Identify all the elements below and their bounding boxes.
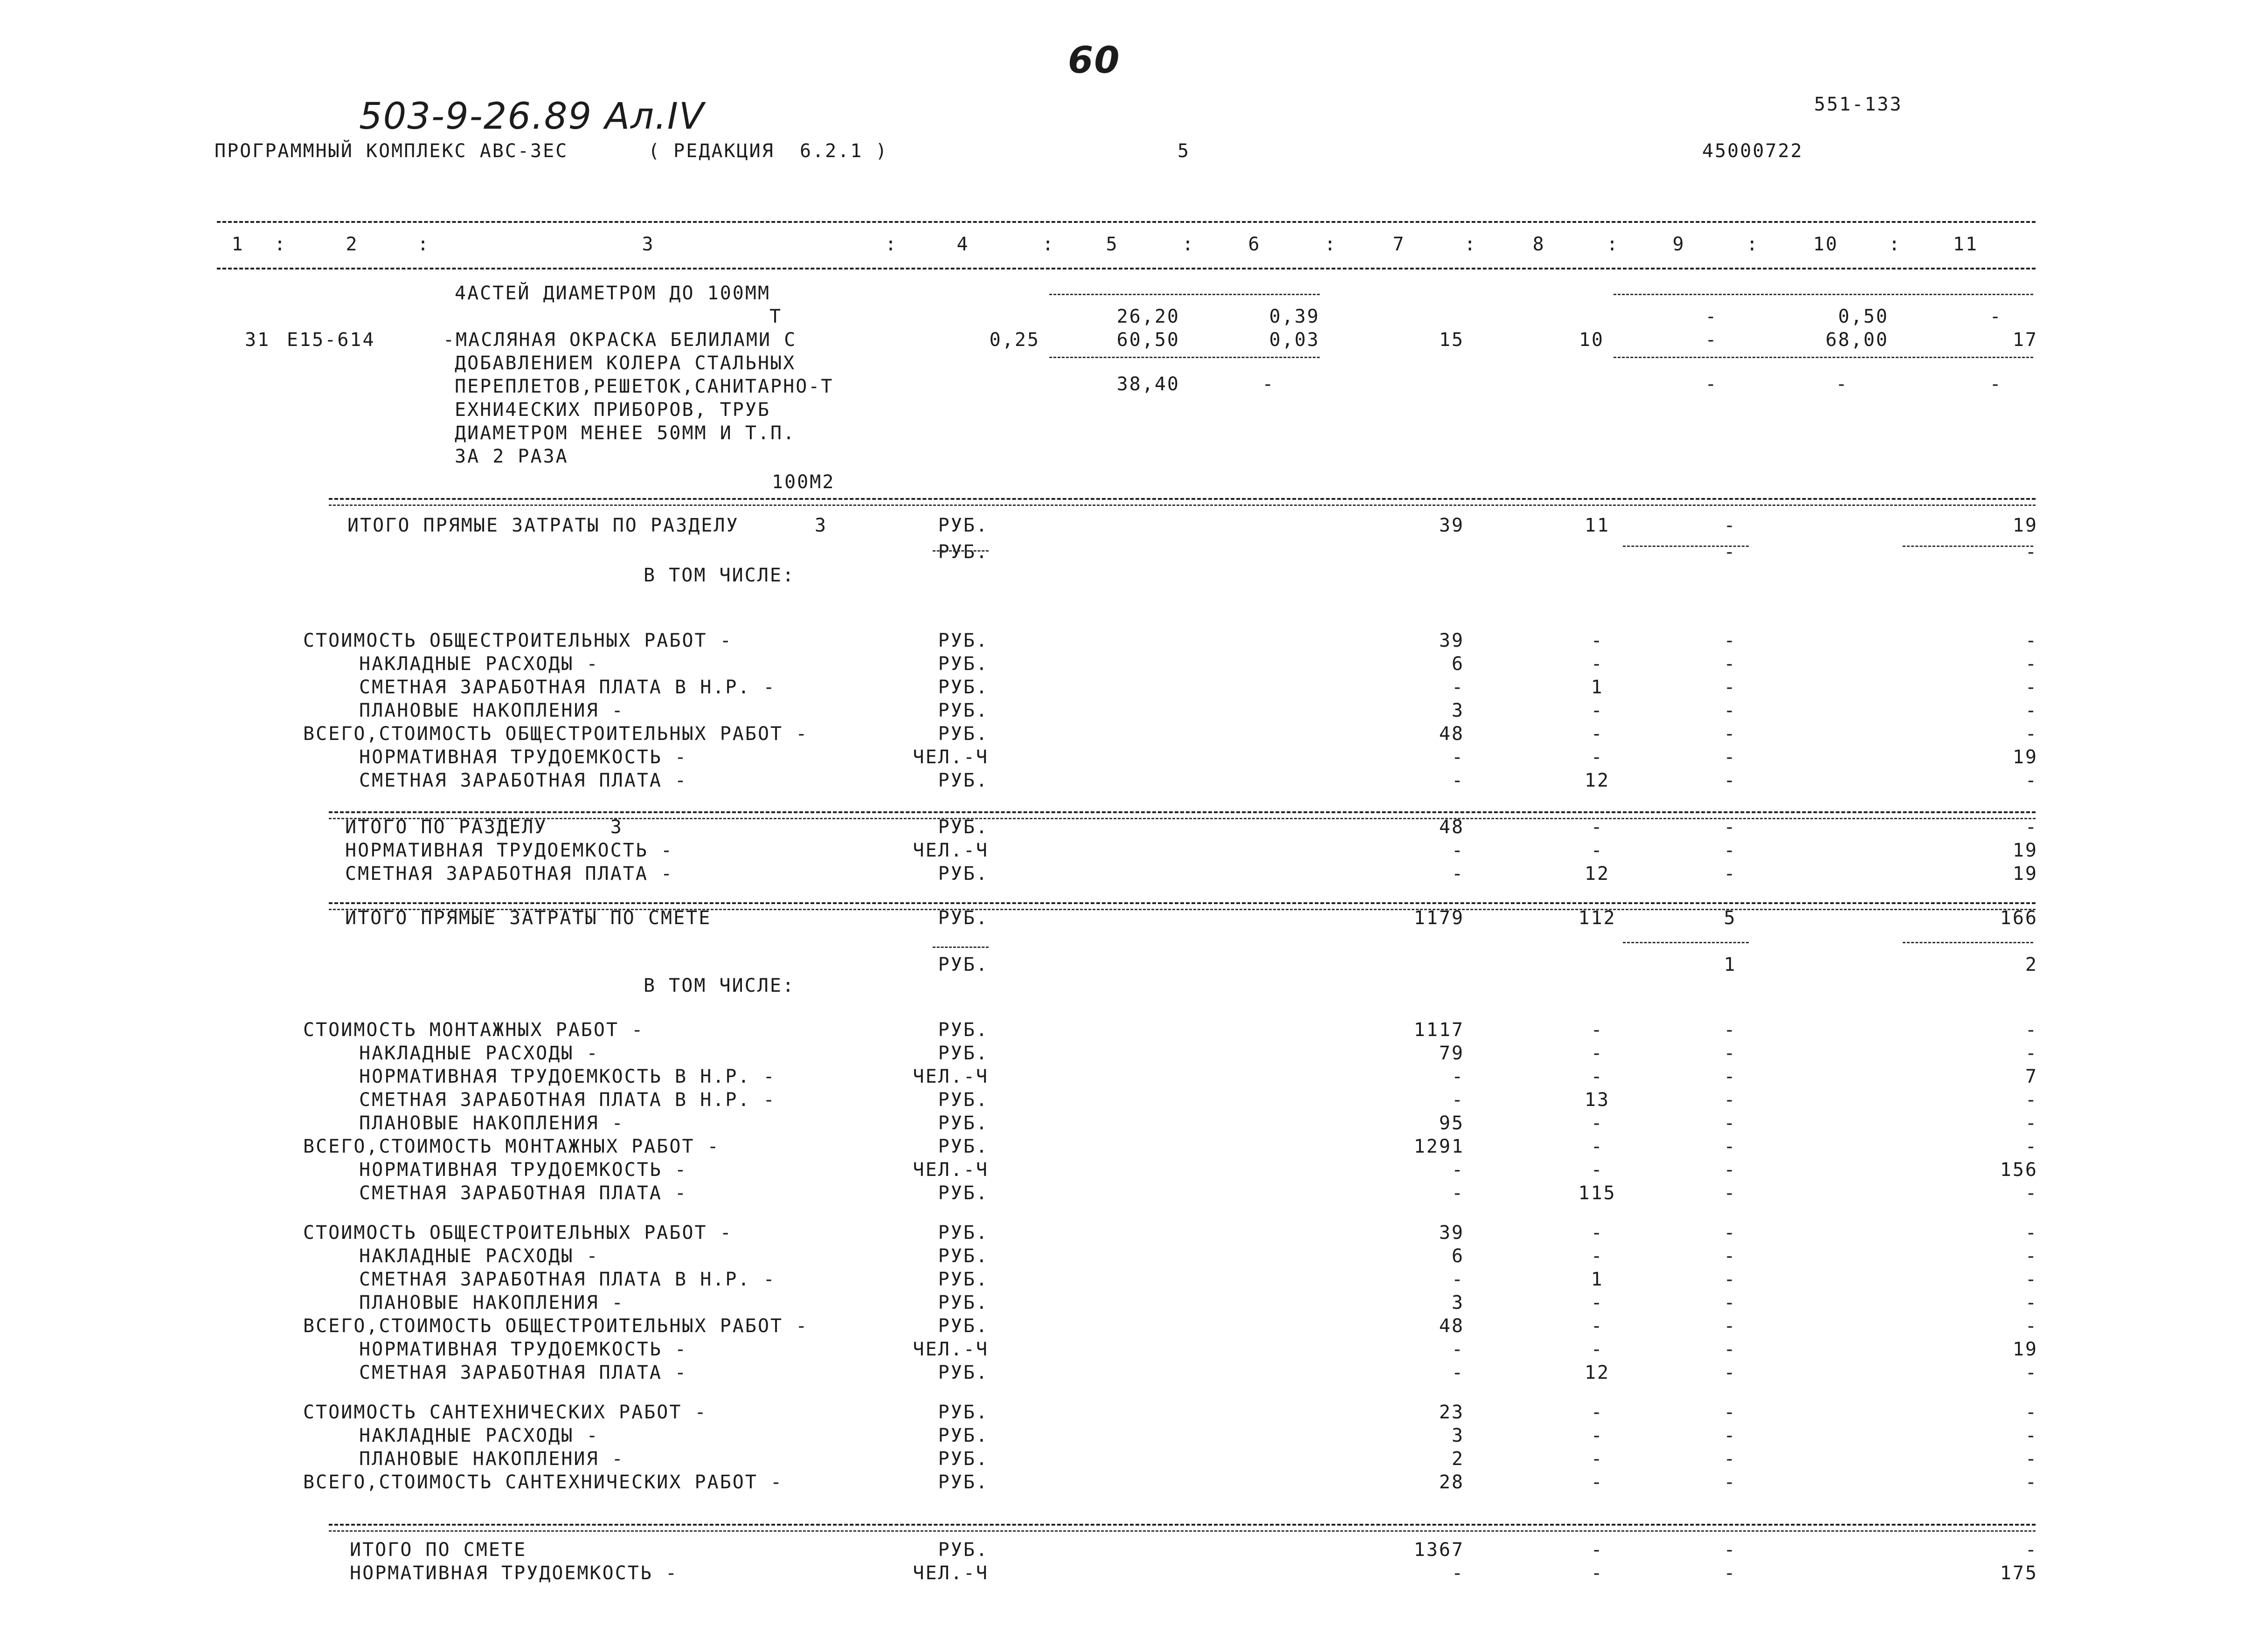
item-quantity: 0,25 [989, 329, 1040, 351]
row-col7-value: - [1451, 1269, 1464, 1290]
row-label: НОРМАТИВНАЯ ТРУДОЕМКОСТЬ - [350, 1562, 679, 1584]
subtotal-rule [1903, 546, 2033, 547]
document-code: 45000722 [1702, 140, 1803, 162]
row-col11-value: 19 [2012, 1339, 2038, 1360]
row-col9-value: - [1724, 1269, 1737, 1290]
row-col11-value: 19 [2012, 863, 2038, 885]
row-col8-value: - [1591, 723, 1604, 745]
row-unit: РУБ. [938, 1362, 989, 1383]
column-separators: : [1464, 234, 1477, 255]
row-label: НОРМАТИВНАЯ ТРУДОЕМКОСТЬ - [359, 1339, 688, 1360]
row-col7-value: - [1451, 1339, 1464, 1360]
row-col8-value: - [1591, 1402, 1604, 1423]
row-col11-value: 19 [2012, 515, 2038, 536]
item-col6-value: 0,03 [1269, 329, 1320, 351]
row-col9-value: - [1724, 1539, 1737, 1561]
section-rule [329, 902, 2036, 904]
row-col8-value: - [1591, 816, 1604, 838]
section-rule [329, 1524, 2036, 1526]
row-col8-value: 13 [1584, 1089, 1610, 1111]
row-label: СМЕТНАЯ ЗАРАБОТНАЯ ПЛАТА - [359, 1362, 688, 1383]
row-unit: РУБ. [938, 677, 989, 698]
row-unit: РУБ. [938, 1269, 989, 1290]
row-col11-value: 2 [2025, 954, 2038, 975]
row-unit: ЧЕЛ.-Ч [913, 1339, 989, 1360]
subtotal-rule [933, 550, 989, 552]
row-col9-value: - [1724, 630, 1737, 651]
row-label: СТОИМОСТЬ ОБЩЕСТРОИТЕЛЬНЫХ РАБОТ - [303, 1222, 733, 1244]
sheet-number: 5 [1177, 140, 1191, 162]
row-unit: РУБ. [938, 863, 989, 885]
row-label: СТОИМОСТЬ МОНТАЖНЫХ РАБОТ - [303, 1019, 644, 1041]
row-unit: РУБ. [938, 1448, 989, 1470]
row-col9-value: - [1724, 541, 1737, 563]
row-col11-value: 19 [2012, 840, 2038, 861]
row-label: В ТОМ ЧИСЛЕ: [644, 565, 795, 586]
subtotal-rule [1623, 942, 1749, 943]
row-col11-value: - [2025, 816, 2038, 838]
row-col9-value: 5 [1724, 907, 1737, 929]
row-col9-value: - [1724, 1113, 1737, 1134]
row-col9-value: - [1724, 1066, 1737, 1087]
row-label: ПЛАНОВЫЕ НАКОПЛЕНИЯ - [359, 1448, 624, 1470]
row-col9-value: - [1724, 1089, 1737, 1111]
row-col9-value: - [1724, 653, 1737, 675]
row-col8-value: 12 [1584, 1362, 1610, 1383]
row-label: ИТОГО ПО РАЗДЕЛУ 3 [345, 816, 623, 838]
subtotal-rule [1903, 942, 2033, 943]
row-unit: ЧЕЛ.-Ч [913, 840, 989, 861]
row-label: НОРМАТИВНАЯ ТРУДОЕМКОСТЬ - [359, 1159, 688, 1181]
row-col7-value: - [1451, 1362, 1464, 1383]
row-label: ПЛАНОВЫЕ НАКОПЛЕНИЯ - [359, 1113, 624, 1134]
row-label: ИТОГО ПРЯМЫЕ ЗАТРАТЫ ПО РАЗДЕЛУ 3 [347, 515, 828, 536]
row-col9-value: - [1724, 1315, 1737, 1337]
section-rule-dotted [329, 818, 2036, 819]
row-label: НАКЛАДНЫЕ РАСХОДЫ - [359, 1245, 599, 1267]
column-header-3: 3 [642, 234, 655, 255]
column-header-8: 8 [1532, 234, 1545, 255]
item-description-line: ДИАМЕТРОМ МЕНЕЕ 50ММ И Т.П. [455, 422, 796, 444]
item-col7-value: 15 [1439, 329, 1464, 351]
column-header-2: 2 [346, 234, 359, 255]
column-separators: : [1889, 234, 1902, 255]
column-separators: : [1746, 234, 1759, 255]
row-unit: РУБ. [938, 1182, 989, 1204]
row-col8-value: - [1591, 1019, 1604, 1041]
item-col9-value: - [1705, 373, 1718, 395]
row-col7-value: - [1451, 1089, 1464, 1111]
row-col7-value: 48 [1439, 723, 1464, 745]
item-unit-continuation: Т [769, 306, 783, 327]
row-label: СМЕТНАЯ ЗАРАБОТНАЯ ПЛАТА В Н.Р. - [359, 677, 776, 698]
row-col9-value: - [1724, 816, 1737, 838]
row-col9-value: - [1724, 1292, 1737, 1313]
column-separators: : [1324, 234, 1337, 255]
row-col7-value: 39 [1439, 1222, 1464, 1244]
row-label: ВСЕГО,СТОИМОСТЬ МОНТАЖНЫХ РАБОТ - [303, 1136, 720, 1157]
row-col7-value: - [1451, 1066, 1464, 1087]
row-col8-value: - [1591, 653, 1604, 675]
row-col8-value: - [1591, 1339, 1604, 1360]
row-col8-value: 12 [1584, 863, 1610, 885]
row-col11-value: - [2025, 677, 2038, 698]
subtotal-rule [1623, 546, 1749, 547]
item-col11-value: - [1989, 306, 2002, 327]
header-rule-bottom [217, 268, 2036, 270]
row-unit: РУБ. [938, 1019, 989, 1041]
row-unit: РУБ. [938, 515, 989, 536]
column-header-9: 9 [1672, 234, 1685, 255]
row-col11-value: - [2025, 1472, 2038, 1493]
column-header-11: 11 [1953, 234, 1979, 255]
row-col7-value: 1291 [1413, 1136, 1464, 1157]
row-col9-value: - [1724, 1402, 1737, 1423]
row-col9-value: - [1724, 700, 1737, 721]
row-col11-value: - [2025, 1448, 2038, 1470]
subtotal-rule [933, 947, 989, 948]
document-number: 551-133 [1814, 94, 1903, 115]
item-col11-value: 17 [2012, 329, 2038, 351]
row-col7-value: - [1451, 840, 1464, 861]
row-col7-value: 23 [1439, 1402, 1464, 1423]
item-subrule [1049, 357, 1320, 358]
row-col9-value: - [1724, 863, 1737, 885]
column-header-1: 1 [231, 234, 244, 255]
column-header-10: 10 [1813, 234, 1839, 255]
item-col10-value: - [1835, 373, 1849, 395]
row-label: ВСЕГО,СТОИМОСТЬ САНТЕХНИЧЕСКИХ РАБОТ - [303, 1472, 783, 1493]
row-col7-value: 79 [1439, 1043, 1464, 1064]
row-col11-value: - [2025, 1245, 2038, 1267]
column-separators: : [1607, 234, 1620, 255]
row-unit: РУБ. [938, 630, 989, 651]
header-rule-top [217, 221, 2036, 223]
row-label: ПЛАНОВЫЕ НАКОПЛЕНИЯ - [359, 700, 624, 721]
row-col9-value: - [1724, 515, 1737, 536]
row-unit: РУБ. [938, 1402, 989, 1423]
row-col8-value: 1 [1591, 677, 1604, 698]
row-col11-value: - [2025, 1292, 2038, 1313]
row-col7-value: - [1451, 677, 1464, 698]
row-unit: РУБ. [938, 1315, 989, 1337]
row-label: НОРМАТИВНАЯ ТРУДОЕМКОСТЬ В Н.Р. - [359, 1066, 776, 1087]
program-name: ПРОГРАММНЫЙ КОМПЛЕКС АВС-3ЕС [215, 140, 568, 162]
row-col8-value: - [1591, 1562, 1604, 1584]
section-rule-dotted [329, 505, 2036, 506]
row-col7-value: 6 [1451, 1245, 1464, 1267]
row-col8-value: - [1591, 700, 1604, 721]
row-unit: ЧЕЛ.-Ч [913, 1066, 989, 1087]
item-col9-value: - [1705, 329, 1718, 351]
row-unit: РУБ. [938, 770, 989, 791]
row-col7-value: 39 [1439, 630, 1464, 651]
row-label: СМЕТНАЯ ЗАРАБОТНАЯ ПЛАТА - [345, 863, 674, 885]
row-col7-value: 1117 [1413, 1019, 1464, 1041]
row-unit: РУБ. [938, 1245, 989, 1267]
row-unit: РУБ. [938, 1222, 989, 1244]
row-col7-value: - [1451, 747, 1464, 768]
row-label: СМЕТНАЯ ЗАРАБОТНАЯ ПЛАТА В Н.Р. - [359, 1089, 776, 1111]
row-col7-value: 1179 [1413, 907, 1464, 929]
handwritten-page-number: 60 [1068, 40, 1121, 82]
row-col11-value: 175 [2000, 1562, 2038, 1584]
row-col8-value: 115 [1578, 1182, 1616, 1204]
handwritten-project-code: 503-9-26.89 Ал.IV [359, 96, 705, 138]
row-col9-value: - [1724, 747, 1737, 768]
item-col6-value: - [1262, 373, 1275, 395]
row-col9-value: - [1724, 1043, 1737, 1064]
row-col7-value: 48 [1439, 816, 1464, 838]
row-col7-value: 3 [1451, 1425, 1464, 1446]
row-col11-value: 166 [2000, 907, 2038, 929]
row-unit: РУБ. [938, 723, 989, 745]
column-header-5: 5 [1106, 234, 1119, 255]
item-number: 31 [245, 329, 270, 351]
row-col11-value: - [2025, 630, 2038, 651]
row-col8-value: 12 [1584, 770, 1610, 791]
column-separators: : [417, 234, 430, 255]
row-col9-value: - [1724, 1245, 1737, 1267]
row-col8-value: - [1591, 1448, 1604, 1470]
row-col9-value: - [1724, 1182, 1737, 1204]
row-col8-value: - [1591, 1159, 1604, 1181]
row-col11-value: 19 [2012, 747, 2038, 768]
section-rule [329, 811, 2036, 813]
row-col8-value: - [1591, 1113, 1604, 1134]
row-label: СМЕТНАЯ ЗАРАБОТНАЯ ПЛАТА В Н.Р. - [359, 1269, 776, 1290]
row-label: ИТОГО ПО СМЕТЕ [350, 1539, 527, 1561]
row-label: ВСЕГО,СТОИМОСТЬ ОБЩЕСТРОИТЕЛЬНЫХ РАБОТ - [303, 1315, 809, 1337]
row-col9-value: - [1724, 840, 1737, 861]
row-col9-value: 1 [1724, 954, 1737, 975]
row-col11-value: - [2025, 1182, 2038, 1204]
row-label: НОРМАТИВНАЯ ТРУДОЕМКОСТЬ - [345, 840, 674, 861]
row-col8-value: - [1591, 1292, 1604, 1313]
row-col8-value: - [1591, 1066, 1604, 1087]
item-col10-value: 0,50 [1838, 306, 1889, 327]
row-col7-value: - [1451, 770, 1464, 791]
row-col11-value: - [2025, 1362, 2038, 1383]
row-unit: РУБ. [938, 1136, 989, 1157]
item-col9-value: - [1705, 306, 1718, 327]
row-col9-value: - [1724, 723, 1737, 745]
row-label: НОРМАТИВНАЯ ТРУДОЕМКОСТЬ - [359, 747, 688, 768]
row-col11-value: - [2025, 1539, 2038, 1561]
row-label: СТОИМОСТЬ ОБЩЕСТРОИТЕЛЬНЫХ РАБОТ - [303, 630, 733, 651]
item-col5-value: 38,40 [1116, 373, 1180, 395]
row-col7-value: 1367 [1413, 1539, 1464, 1561]
row-col11-value: - [2025, 1222, 2038, 1244]
row-unit: РУБ. [938, 653, 989, 675]
row-label: ВСЕГО,СТОИМОСТЬ ОБЩЕСТРОИТЕЛЬНЫХ РАБОТ - [303, 723, 809, 745]
row-col9-value: - [1724, 1362, 1737, 1383]
item-description-line: ДОБАВЛЕНИЕМ КОЛЕРА СТАЛЬНЫХ [455, 353, 796, 374]
row-col11-value: - [2025, 700, 2038, 721]
row-unit: РУБ. [938, 816, 989, 838]
row-col8-value: - [1591, 630, 1604, 651]
program-edition: ( РЕДАКЦИЯ 6.2.1 ) [648, 140, 888, 162]
row-col9-value: - [1724, 1425, 1737, 1446]
row-col7-value: - [1451, 1182, 1464, 1204]
row-col8-value: - [1591, 840, 1604, 861]
row-label: НАКЛАДНЫЕ РАСХОДЫ - [359, 1043, 599, 1064]
row-col9-value: - [1724, 1562, 1737, 1584]
row-col9-value: - [1724, 1019, 1737, 1041]
row-col11-value: 156 [2000, 1159, 2038, 1181]
row-col7-value: 3 [1451, 1292, 1464, 1313]
row-col11-value: - [2025, 1136, 2038, 1157]
section-rule-dotted [329, 1530, 2036, 1532]
row-unit: РУБ. [938, 1113, 989, 1134]
row-col8-value: - [1591, 1472, 1604, 1493]
row-label: СТОИМОСТЬ САНТЕХНИЧЕСКИХ РАБОТ - [303, 1402, 707, 1423]
row-col11-value: - [2025, 653, 2038, 675]
row-col8-value: - [1591, 1043, 1604, 1064]
row-unit: РУБ. [938, 1425, 989, 1446]
row-unit: ЧЕЛ.-Ч [913, 747, 989, 768]
row-label: НАКЛАДНЫЕ РАСХОДЫ - [359, 1425, 599, 1446]
section-rule [329, 498, 2036, 500]
row-col9-value: - [1724, 677, 1737, 698]
row-col7-value: 6 [1451, 653, 1464, 675]
row-col8-value: - [1591, 747, 1604, 768]
row-col11-value: - [2025, 1402, 2038, 1423]
column-header-7: 7 [1392, 234, 1406, 255]
row-unit: РУБ. [938, 700, 989, 721]
row-col8-value: - [1591, 1222, 1604, 1244]
row-col9-value: - [1724, 770, 1737, 791]
row-col8-value: - [1591, 1539, 1604, 1561]
row-col7-value: - [1451, 863, 1464, 885]
row-col7-value: 28 [1439, 1472, 1464, 1493]
item-subrule [1049, 294, 1320, 295]
column-separators: : [1182, 234, 1195, 255]
row-col11-value: - [2025, 1043, 2038, 1064]
row-col9-value: - [1724, 1159, 1737, 1181]
row-unit: РУБ. [938, 1539, 989, 1561]
column-separators: : [885, 234, 898, 255]
row-label: СМЕТНАЯ ЗАРАБОТНАЯ ПЛАТА - [359, 1182, 688, 1204]
item-col6-value: 0,39 [1269, 306, 1320, 327]
row-label: ПЛАНОВЫЕ НАКОПЛЕНИЯ - [359, 1292, 624, 1313]
row-col7-value: 39 [1439, 515, 1464, 536]
item-subrule [1614, 357, 2033, 358]
row-col7-value: - [1451, 1159, 1464, 1181]
row-unit: РУБ. [938, 1292, 989, 1313]
column-header-6: 6 [1248, 234, 1261, 255]
row-col8-value: - [1591, 1315, 1604, 1337]
item-col5-value: 60,50 [1116, 329, 1180, 351]
row-col11-value: 7 [2025, 1066, 2038, 1087]
column-separators: : [1042, 234, 1055, 255]
row-col11-value: - [2025, 1113, 2038, 1134]
row-unit: РУБ. [938, 1089, 989, 1111]
row-col7-value: 2 [1451, 1448, 1464, 1470]
row-col11-value: - [2025, 541, 2038, 563]
item-code: Е15-614 [287, 329, 375, 351]
row-unit: РУБ. [938, 1043, 989, 1064]
row-col7-value: 48 [1439, 1315, 1464, 1337]
row-unit: РУБ. [938, 954, 989, 975]
row-unit: РУБ. [938, 541, 989, 563]
row-col11-value: - [2025, 1315, 2038, 1337]
item-col8-value: 10 [1579, 329, 1604, 351]
item-description-line: ЗА 2 РАЗА [455, 446, 568, 467]
row-col11-value: - [2025, 1089, 2038, 1111]
row-col9-value: - [1724, 1136, 1737, 1157]
section-rule-dotted [329, 909, 2036, 910]
item-description-line: ПЕРЕПЛЕТОВ,РЕШЕТОК,САНИТАРНО-Т [455, 376, 834, 397]
item-description-line: -МАСЛЯНАЯ ОКРАСКА БЕЛИЛАМИ С [443, 329, 797, 351]
row-unit: ЧЕЛ.-Ч [913, 1562, 989, 1584]
row-label: В ТОМ ЧИСЛЕ: [644, 975, 795, 996]
row-col9-value: - [1724, 1448, 1737, 1470]
row-col11-value: - [2025, 1269, 2038, 1290]
item-unit: 100М2 [772, 471, 835, 493]
row-col11-value: - [2025, 1019, 2038, 1041]
row-unit: РУБ. [938, 1472, 989, 1493]
row-label: ИТОГО ПРЯМЫЕ ЗАТРАТЫ ПО СМЕТЕ [345, 907, 712, 929]
row-col8-value: - [1591, 1136, 1604, 1157]
item-title-continuation: 4АСТЕЙ ДИАМЕТРОМ ДО 100ММ [455, 283, 771, 304]
item-col5-value: 26,20 [1116, 306, 1180, 327]
item-col11-value: - [1989, 373, 2002, 395]
column-header-4: 4 [956, 234, 970, 255]
row-col11-value: - [2025, 770, 2038, 791]
row-label: СМЕТНАЯ ЗАРАБОТНАЯ ПЛАТА - [359, 770, 688, 791]
column-separators: : [274, 234, 287, 255]
row-unit: РУБ. [938, 907, 989, 929]
row-col7-value: 3 [1451, 700, 1464, 721]
row-label: НАКЛАДНЫЕ РАСХОДЫ - [359, 653, 599, 675]
row-col8-value: 1 [1591, 1269, 1604, 1290]
row-col9-value: - [1724, 1339, 1737, 1360]
row-unit: ЧЕЛ.-Ч [913, 1159, 989, 1181]
row-col8-value: - [1591, 1425, 1604, 1446]
row-col8-value: 112 [1578, 907, 1616, 929]
item-subrule [1614, 294, 2033, 295]
row-col7-value: 95 [1439, 1113, 1464, 1134]
row-col8-value: 11 [1584, 515, 1610, 536]
row-col9-value: - [1724, 1222, 1737, 1244]
row-col7-value: - [1451, 1562, 1464, 1584]
row-col11-value: - [2025, 1425, 2038, 1446]
row-col8-value: - [1591, 1245, 1604, 1267]
item-col10-value: 68,00 [1825, 329, 1889, 351]
row-col9-value: - [1724, 1472, 1737, 1493]
row-col11-value: - [2025, 723, 2038, 745]
item-description-line: ЕХНИ4ЕСКИХ ПРИБОРОВ, ТРУБ [455, 399, 771, 421]
